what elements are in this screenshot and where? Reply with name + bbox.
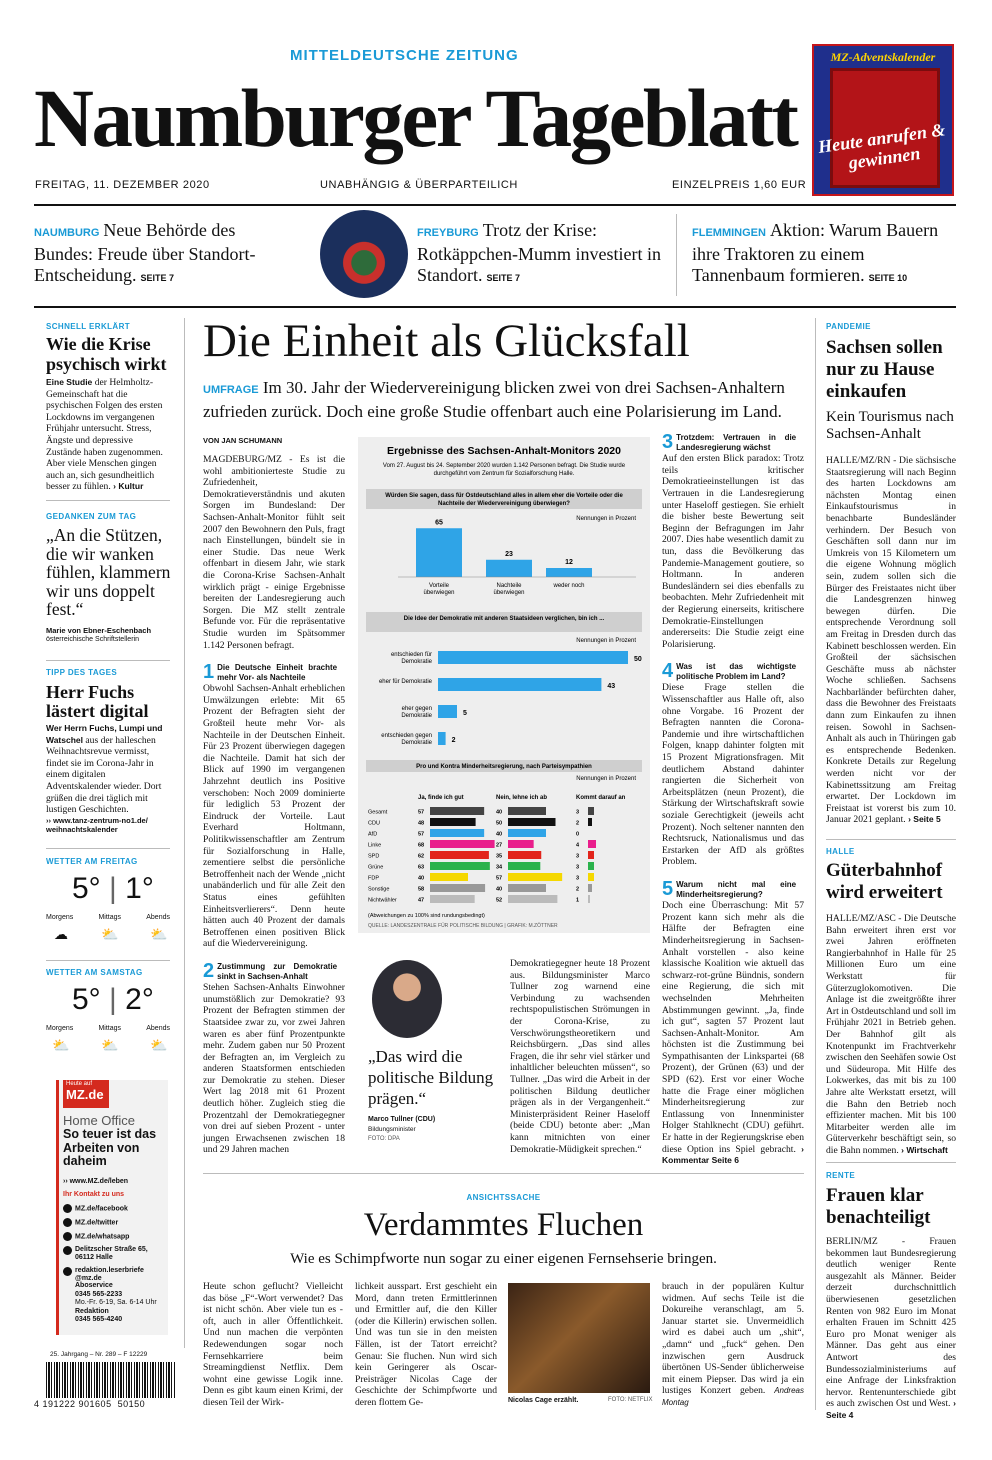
q1-category-label: Vorteile: [428, 583, 450, 589]
q3-value-label: 68: [418, 842, 425, 849]
teaser-kicker: NAUMBURG: [34, 227, 100, 239]
chart-subtitle: Vom 27. August bis 24. September 2020 wurden 1.142 Personen befragt. Die Studie wurde: [382, 463, 626, 469]
teaser-kicker: FLEMMINGEN: [692, 227, 766, 239]
right-body-3: BERLIN/MZ - Frauen bekommen laut Bundesregierung deutlich weniger Rente ausgezahlt als Männer. Beider derzeit durchschnittlich überwiesenen gesetzlichen Renten von 982 Euro im Monat erhalten Frauen im Schnitt 425 Euro pro Monat weniger als Männer. Das geht aus einer Antwort des Bundessozialministeriums auf eine Anfrage der Linksfraktion hervor. Rentenunterschiede gibt es auch zwischen Ost und West. › Seite 4: [826, 1236, 956, 1420]
q3-value-label: 52: [496, 897, 503, 904]
q2-category-label: Demokratie: [401, 713, 432, 719]
contact-item: MZ.de/facebook: [63, 1204, 167, 1214]
essay-col-2: lichkeit ausspart. Erst geschieht ein Mord, dann treten Ermittlerinnen und Ermittler auf, die den Killer (oder die Killerin) erwischen sollen. Und was tun sie in den meisten Fällen, ist der Tatort erreicht? Genau: Sie fluchen. Nun wird sich kein Geringerer als Oscar-Preisträger Nicolas Cage der Geschichte der Schimpfworte und deren flottem Ge-: [355, 1281, 497, 1408]
lead-continuation: Demokratiegegner heute 18 Prozent aus. Bildungsminister Marco Tullner zog warnend eine Verbindung zu wachsenden rechtspopulistischen Strömungen in der Corona-Krise, zu Verschwörungstheoretikern und Reichsbürgern. „Das sind alles Fragen, die ihr sehr viel stärker und inhaltlicher beleuchten müssen“, so Tullner. „Das wird die Arbeit in der politischen Bildung deutlicher prägen als in der Vergangenheit.“ Ministerpräsident Reiner Haseloff (beide CDU) betonte aber: „Man kann mitnichten von einer Demokratie-Müdigkeit sprechen.“: [510, 958, 650, 1155]
sun-cloud-icon: ⛅: [150, 1039, 168, 1054]
right-kicker-3: RENTE: [826, 1171, 856, 1180]
essay-col-3: brauch in der populären Kultur widmen. Auf sechs Teile ist die Dokureihe veranschlagt, am 5. Januar startet sie. Unvermeidlich wird es dabei auch um „shit“, „damn“ und „fuck“ gehen. Den inzwischen gern Ausdruck übertönen US-Sender üblicherweise mit einem Piepser. Das wird ja ein lustiges Konzert geben. Andreas Montag: [662, 1281, 804, 1407]
right-body-1: HALLE/MZ/RN - Die sächsische Staatsregierung will nach Beginn des harten Lockdowns am nächsten Montag einen Einkaufstourismus in benachbarte Bundesländer verhindern. Der Besuch von Geschäften soll dann nur im Umkreis von 15 Kilometern um die eigene Wohnung möglich sein, zudem sollen sich die Bürger des Freistaates nicht über die Landesgrenzen hinweg bewegen dürfen. Die entsprechende Verordnung soll am Freitag in Dresden durch das Kabinett beschlossen werden. Ein Großteil der sächsischen Geschäfte muss ab nächster Woche schließen. Sachsens Nachbarländer befürchten daher, dass die Bewohner des Freistaats dann zum Einkaufen zu ihnen reisen. Sowohl in Sachsen-Anhalt als auch in Thüringen gab es entsprechende Bedenken. Konkrete Details zur Regelung werden nicht vor der Kabinettssitzung am Freitag erwartet. Der Lockdown im Freistaat ist vorerst bis zum 10. Januar 2021 geplant. › Seite 5: [826, 455, 957, 826]
teaser-page: SEITE 7: [486, 273, 521, 283]
teaser-page: SEITE 7: [140, 273, 174, 283]
pull-quote-credit: FOTO: DPA: [368, 1136, 400, 1142]
barcode: [46, 1362, 176, 1398]
chart-footnote: (Abweichungen zu 100% sind rundungsbedingt): [368, 913, 485, 919]
sun-cloud-icon: ⛅: [150, 928, 168, 943]
teaser-text: Neue Behörde des Bundes: Freude über Standort-Entscheidung.: [34, 220, 256, 285]
weather-saturday-times: Morgens Mittags Abends: [46, 1025, 170, 1032]
q2-category-label: Demokratie: [401, 659, 432, 665]
essay-headline: Verdammtes Fluchen: [363, 1207, 644, 1243]
q3-bar: [588, 873, 594, 881]
cloud-icon: ☁: [54, 928, 68, 943]
lead-col-1: MAGDEBURG/MZ - Es ist die wohl ambitionierteste Studie zu Zufriedenheit, Demokratieverständnis und akuten Sorgen im Bundesland: Der Sachsen-Anhalt-Monitor fühlt seit 2007 den Bewohnern den Puls, fragt nach Einstellungen, bündelt sie in einer Studie. Das neue Werk offenbart in diesem Jahr, wie stark die Corona-Krise Sachsen-Anhalt wirklich prägt - einige Ergebnisse bereiten der Landesregierung auch Sorgen. Die MZ stellt zentrale Befunde vor. Für die repräsentative Studie wurden im Spätsommer 1.142 Personen befragt. 1 Die Deutsche Einheit brachte mehr Vor- als Nachteile Obwohl Sachsen-Anhalt erheblichen Umwälzungen erlebte: Mit 65 Prozent der Befragten sieht der Großteil heute mehr Vor- als Nachteile in der Deutschen Einheit. Für 23 Prozent überwiegen dagegen die Nachteile. Damit hat sich der Blick auf 1990 im vergangenen Jahrzehnt deutlich ins Positive verschoben: Noch 2009 dominierte für lediglich 53 Prozent der Eindruck der Vorteile. Laut Everhard Holtmann, Politikwissenschaftler am Zentrum für Sozialforschung in Halle, zementiere selbst die persönliche Betroffenheit nach der Wende „nicht unabänderlich und für alle Zeit den Status eines gefühlten Einheitsverlierers“. Denn heute hätten auch 40 Prozent der damals Betroffenen einen positiven Blick auf die Wiedervereinigung. 2 Zustimmung zur Demokratie sinkt in Sachsen-Anhalt Stehen Sachsen-Anhalts Einwohner unumstößlich zur Demokratie? 93 Prozent der Befragten stimmen der Staatsidee zwar zu, vor zwei Jahren waren es aber fünf Prozentpunkte mehr. Zudem gaben nur 50 Prozent der Befragten an, im Vergleich zu anderen Staatsformen entschieden zur Demokratie zu stehen. Dieser Wert lag 2018 mit 61 Prozent deutlich höher. Zugleich stieg die Prozentzahl der Demokratiegegner von drei auf sieben Prozent - unter jungen Erwachsenen zwischen 18 und 29 Jahren machen: [203, 454, 345, 1156]
q2-category-label: entschieden gegen: [381, 733, 432, 739]
q3-value-label: 3: [576, 809, 580, 816]
essay-col-1: Heute schon geflucht? Vielleicht das böse „F“-Wort verwendet? Das ist nicht schön. Aber viele tun es - oft, auch in aller Öffentlichkeit. Und nun machen die verpönten Redewendungen sogar noch Fernsehkarriere beim Streamingdienst Netflix. Dem wohnt eine gewisse Logik inne. Denn es gibt kaum einen Krimi, der diesen Teil der Wirk-: [203, 1281, 343, 1408]
teaser-photo: [320, 210, 408, 298]
right-body-2: HALLE/MZ/ASC - Die Deutsche Bahn erweitert ihren erst vor zwei Jahren eröffneten Rangierbahnhof in Halle für 25 Millionen Euro um eine Werkstatt für Güterzuglokomotiven. Die Anlage ist die zweitgrößte ihrer Art in Ostdeutschland und soll im Frühjahr 2021 in Betrieb gehen. Der Bahnhof gilt als Knotenpunkt im Frachtverkehr zwischen den Seehäfen sowie Ost und Südeuropa. Mit Hilfe des Lokwerkes, das mit bis zu 100 Jahre alte Werkstatt ersetzt, will die Bahn den Betrieb noch effizienter machen. Mit bis 100 Mitarbeiter werden alle im Güterverkehr beschäftigt sein, so die Bahn nommen. › Wirtschaft: [826, 913, 957, 1156]
q2-bar: [438, 678, 601, 691]
newspaper-title: Naumburger Tageblatt: [34, 72, 797, 164]
network-name: MITTELDEUTSCHE ZEITUNG: [290, 47, 519, 64]
q3-bar: [588, 884, 592, 892]
ad-link[interactable]: ›› www.MZ.de/leben: [63, 1178, 129, 1185]
teaser-text: Aktion: Warum Bauern ihre Traktoren zu einem Tannenbaum formieren.: [692, 220, 939, 285]
lead-deck: UMFRAGE Im 30. Jahr der Wiedervereinigung blicken zwei von drei Sachsen-Anhaltern zufrieden zurück. Doch eine große Studie offenbart auch eine Polarisierung im Land.: [203, 378, 785, 421]
contact-list: [63, 1204, 167, 1288]
q3-bar: [508, 851, 541, 859]
q3-row-label: FDP: [368, 875, 379, 882]
q3-value-label: 40: [418, 875, 425, 882]
q1-category-label: Nachteile: [496, 583, 522, 589]
teaser-text: Trotz der Krise: Rotkäppchen-Mumm investiert in Standort.: [417, 220, 661, 285]
monitor-chart: [358, 437, 650, 933]
weather-saturday-title: WETTER AM SAMSTAG: [46, 968, 143, 977]
chart-subtitle: durchgeführt vom Zentrum für Sozialforschung Halle.: [433, 471, 575, 477]
q3-value-label: 57: [418, 809, 425, 816]
q1-value-label: 65: [435, 519, 443, 527]
lead-headline: Die Einheit als Glücksfall: [203, 315, 690, 367]
service-info: Aboservice 0345 565-2233 Mo.-Fr. 6-19, Sa. 6-14 Uhr Redaktion 0345 565-4240: [75, 1282, 157, 1323]
chart-unit: Nennungen in Prozent: [576, 516, 636, 522]
q3-column-header: Ja, finde ich gut: [418, 795, 464, 801]
cage-photo: [508, 1283, 650, 1393]
quote-author: Marie von Ebner-Eschenbach: [46, 626, 152, 635]
q2-value-label: 5: [463, 710, 467, 717]
q3-row-label: AfD: [368, 831, 378, 838]
q1-bar: [486, 560, 532, 577]
q3-value-label: 63: [418, 864, 425, 871]
q3-column-header: Kommt darauf an: [576, 795, 626, 801]
q3-bar: [508, 829, 546, 837]
right-headline-2: Güterbahnhof wird erweitert: [826, 860, 943, 903]
chart-title: Ergebnisse des Sachsen-Anhalt-Monitors 2020: [387, 445, 621, 457]
q3-value-label: 3: [576, 864, 580, 871]
question-1-label: Würden Sie sagen, dass für Ostdeutschland alles in allem eher die Vorteile oder die: [385, 493, 623, 499]
q3-bar: [588, 862, 594, 870]
issue-date: FREITAG, 11. DEZEMBER 2020: [35, 179, 210, 191]
promo-title: MZ-Adventskalender: [830, 50, 936, 64]
ad-line-2: So teuer ist das Arbeiten von daheim: [63, 1127, 157, 1168]
q3-value-label: 3: [576, 875, 580, 882]
weather-saturday-icons: [46, 1039, 174, 1055]
q3-value-label: 1: [576, 897, 580, 904]
q3-value-label: 57: [496, 875, 503, 882]
q1-bar: [546, 568, 592, 577]
weather-friday-title: WETTER AM FREITAG: [46, 857, 138, 866]
mz-logo: Heute auf MZ.de: [63, 1080, 109, 1108]
weather-friday-temps: 5° | 1°: [72, 872, 154, 905]
contact-item: MZ.de/whatsapp: [63, 1232, 167, 1242]
weather-friday-times: Morgens Mittags Abends: [46, 914, 170, 921]
q3-bar: [588, 818, 592, 826]
q3-row-label: SPD: [368, 853, 380, 860]
q2-value-label: 50: [634, 656, 642, 663]
q2-category-label: eher für Demokratie: [378, 679, 432, 685]
ad-line-1: Home Office: [63, 1113, 136, 1128]
q3-value-label: 4: [576, 842, 580, 849]
left-headline-3: Herr Fuchs lästert digital: [46, 682, 149, 721]
teaser-page: SEITE 10: [868, 273, 908, 283]
question-1-label: Nachteile der Wiedervereinigung überwiegen?: [438, 501, 570, 507]
q2-value-label: 2: [451, 737, 456, 744]
q2-category-label: entschieden für: [390, 652, 432, 658]
q3-bar: [508, 873, 562, 881]
question-band: [366, 612, 642, 632]
q3-bar: [430, 840, 495, 848]
q3-bar: [430, 818, 476, 826]
q3-value-label: 0: [576, 831, 580, 838]
essay-kicker: ANSICHTSSACHE: [466, 1193, 541, 1202]
q3-bar: [430, 884, 485, 892]
teaser-flemmingen[interactable]: [692, 220, 957, 289]
advent-promo[interactable]: [812, 44, 954, 196]
q3-bar: [588, 851, 594, 859]
sun-cloud-icon: ⛅: [101, 928, 119, 943]
q1-value-label: 12: [565, 559, 573, 566]
q1-bar: [416, 528, 462, 577]
q1-value-label: 23: [505, 550, 513, 558]
question-3-label: Pro und Kontra Minderheitsregierung, nach Parteisympathien: [416, 764, 592, 770]
q3-value-label: 62: [418, 853, 425, 860]
left-headline-1: Wie die Krise psychisch wirkt: [46, 334, 167, 374]
barcode-digits: 4 191222 901605 50150: [34, 1399, 146, 1409]
q3-bar: [588, 807, 594, 815]
issue-number: 25. Jahrgang – Nr. 289 – F 12229: [50, 1351, 148, 1358]
teaser-freyburg[interactable]: [417, 220, 667, 289]
q3-value-label: 40: [496, 831, 503, 838]
pull-quote-name: Marco Tullner (CDU): [368, 1116, 436, 1123]
q2-category-label: Demokratie: [401, 740, 432, 746]
q3-value-label: 35: [496, 853, 503, 860]
q3-value-label: 57: [418, 831, 425, 838]
right-headline-3: Frauen klar benachteiligt: [826, 1185, 931, 1228]
q3-row-label: Sonstige: [368, 886, 390, 893]
q2-value-label: 43: [607, 683, 616, 690]
contact-item: MZ.de/twitter: [63, 1218, 167, 1228]
q3-row-label: Linke: [368, 842, 382, 849]
weather-saturday-temps: 5° | 2°: [72, 983, 154, 1016]
byline: VON JAN SCHUMANN: [203, 436, 283, 445]
q2-bar: [438, 705, 457, 718]
price: EINZELPREIS 1,60 EUR: [672, 179, 807, 191]
q3-value-label: 34: [496, 864, 503, 871]
quote-role: österreichische Schriftstellerin: [46, 636, 139, 643]
q3-bar: [430, 895, 475, 903]
promo-cta: Heute anrufen & gewinnen: [816, 119, 947, 173]
weather-friday-icons: [46, 928, 174, 944]
q3-bar: [430, 862, 490, 870]
q3-row-label: CDU: [368, 820, 380, 827]
teaser-naumburg[interactable]: [34, 220, 296, 289]
sun-cloud-icon: ⛅: [101, 1039, 119, 1054]
chart-source: QUELLE: LANDESZENTRALE FÜR POLITISCHE BILDUNG | GRAFIK: M.ZÖTTNER: [368, 923, 558, 929]
q3-value-label: 47: [418, 897, 425, 904]
contact-item: Delitzscher Straße 65, 06112 Halle: [63, 1246, 167, 1263]
contact-title: Ihr Kontakt zu uns: [63, 1191, 125, 1198]
q1-category-label: weder noch: [553, 583, 585, 589]
right-sub-1: Kein Tourismus nach Sachsen-Anhalt: [826, 409, 954, 442]
chart-unit: Nennungen in Prozent: [576, 776, 636, 782]
right-kicker-2: HALLE: [826, 847, 855, 856]
q3-bar: [508, 840, 534, 848]
q2-category-label: eher gegen: [401, 706, 432, 712]
q3-bar: [430, 851, 489, 859]
q3-bar: [508, 884, 546, 892]
teaser-kicker: FREYBURG: [417, 227, 479, 239]
photo-caption: Nicolas Cage erzählt.: [508, 1397, 579, 1404]
q3-row-label: Nichtwähler: [368, 897, 397, 904]
question-2-label: Die Idee der Demokratie mit anderen Staatsideen verglichen, bin ich ...: [403, 616, 605, 622]
quote-of-day: „An die Stützen, die wir wanken fühlen, klammern wir uns doppelt fest.“: [46, 525, 171, 619]
q3-value-label: 40: [496, 886, 503, 893]
q3-bar: [430, 829, 484, 837]
q3-value-label: 48: [418, 820, 425, 827]
mz-ad-box[interactable]: [56, 1080, 168, 1335]
q3-bar: [508, 807, 546, 815]
chart-svg: [358, 437, 650, 933]
q3-bar: [508, 862, 540, 870]
right-headline-1: Sachsen sollen nur zu Hause einkaufen: [826, 337, 943, 402]
q3-bar: [508, 818, 556, 826]
q3-value-label: 40: [496, 809, 503, 816]
pull-quote: „Das wird die politische Bildung prägen.“: [368, 1047, 494, 1108]
q3-value-label: 2: [576, 886, 580, 893]
q3-row-label: Gesamt: [368, 809, 388, 816]
q3-value-label: 3: [576, 853, 580, 860]
q3-value-label: 58: [418, 886, 425, 893]
q2-bar: [438, 651, 628, 664]
essay-deck: Wie es Schimpfworte nun sogar zu einer eigenen Fernsehserie bringen.: [290, 1251, 717, 1267]
chart-unit: Nennungen in Prozent: [576, 638, 636, 644]
left-kicker-3: TIPP DES TAGES: [46, 668, 118, 677]
tullner-photo: [372, 960, 442, 1038]
q3-row-label: Grüne: [368, 864, 384, 871]
q3-bar: [430, 807, 484, 815]
q3-value-label: 50: [496, 820, 503, 827]
q3-value-label: 27: [496, 842, 503, 849]
q3-column-header: Nein, lehne ich ab: [496, 795, 548, 801]
q1-category-label: überwiegen: [493, 590, 525, 596]
right-kicker-1: PANDEMIE: [826, 322, 871, 331]
q2-bar: [438, 732, 446, 745]
left-body-3: Wer Herrn Fuchs, Lumpi und Watschel aus der halleschen Weihnachtsrevue vermisst, findet sie im Corona-Jahr in einem digitalen Adventskalender wieder. Dort grüßen die drei täglich mit lustigen Geschichten.: [46, 723, 163, 816]
q3-bar: [588, 840, 596, 848]
left-kicker-2: GEDANKEN ZUM TAG: [46, 512, 137, 521]
sun-cloud-icon: ⛅: [52, 1039, 70, 1054]
left-body-1: Eine Studie der Helmholtz-Gemeinschaft hat die psychischen Folgen des ersten Lockdowns im vergangenen Frühjahr untersucht. Stress, Ängste und depressive Zustände haben zugenommen. Aber viele Menschen gingen auch an, sich gesundheitlich besser zu fühlen. › Kultur: [46, 377, 163, 493]
motto: UNABHÄNGIG & ÜBERPARTEILICH: [320, 179, 518, 191]
q3-bar: [588, 895, 590, 903]
lead-col-3: 3 Trotzdem: Vertrauen in die Landesregierung wächst Auf den ersten Blick paradox: Trotz teils kritischer Demokratieeinstellungen ist das Vertrauen in die Landesregierung unter Haseloff gestiegen. Sie erhielt die bisher beste Bewertung seit Beginn der Befragungen im Jahr 2007. Dies habe wesentlich damit zu tun, dass die Bevölkerung das Pandemie-Management goutiere, so Holtmann. In anderen Bundesländern sei dies ebenfalls zu beobachten. Mehr Zufriedenheit mit der Regierung einerseits, kritischere Demokratie-Einstellungen andererseits: Die Studie zeigt eine Polarisierung. 4 Was ist das wichtigste politische Problem im Land? Diese Frage stellen die Wissenschaftler aus Halle oft, also ohne Vorgabe. 16 Prozent der Befragten nannten die Corona-Pandemie und ihre wirtschaftlichen Folgen, knapp dahinter folgten mit 15 Prozent Migrationsfragen. Mit deutlichem Abstand dahinter rangierten die Sicherheit von Arbeitsplätzen (neun Prozent), die Stärkung der Wirtschaftskraft sowie soziale Gerechtigkeit (jeweils acht Prozent). Noch seltener nannten den Rechtsruck, Nationalismus und das Erstarken der AfD als größtes Problem. 5 Warum nicht mal eine Minderheitsregierung? Doch eine Überraschung: Mit 57 Prozent kann sich mehr als die Hälfte der Befragten eine Minderheitsregierung in Sachsen-Anhalt vorstellen - also keine klassische Koalition wie aktuell das schwarz-rot-grüne Bündnis, sondern eine Regierung, die sich mit wechselnden Mehrheiten Abstimmungen gewinnt. „Ja, finde ich gut“, sagten 57 Prozent laut Sachsen-Anhalt-Monitor. Am höchsten ist die Zustimmung bei Sympathisanten der Linkspartei (68 Prozent), der Grünen (63) und der SPD (62). Erst vor einer Woche hatte die Frage einer möglichen Minderheitsregierung zur Entlassung von Innenminister Holger Stahlknecht (CDU) geführt. Er hatte in der Regierungskrise eben diese Option ins Spiel gebracht. › Kommentar Seite 6: [662, 431, 804, 1166]
photo-credit: FOTO: NETFLIX: [608, 1397, 653, 1403]
q1-category-label: überwiegen: [423, 590, 455, 596]
pull-quote-role: Bildungsminister: [368, 1126, 416, 1133]
q3-bar: [430, 873, 468, 881]
contact-item: redaktion.leserbriefe @mz.de: [63, 1267, 167, 1284]
q3-value-label: 2: [576, 820, 580, 827]
tip-link[interactable]: ›› www.tanz-zentrum-no1.de/ weihnachtskalender: [46, 816, 148, 834]
q3-bar: [508, 895, 557, 903]
left-kicker-1: SCHNELL ERKLÄRT: [46, 322, 131, 331]
